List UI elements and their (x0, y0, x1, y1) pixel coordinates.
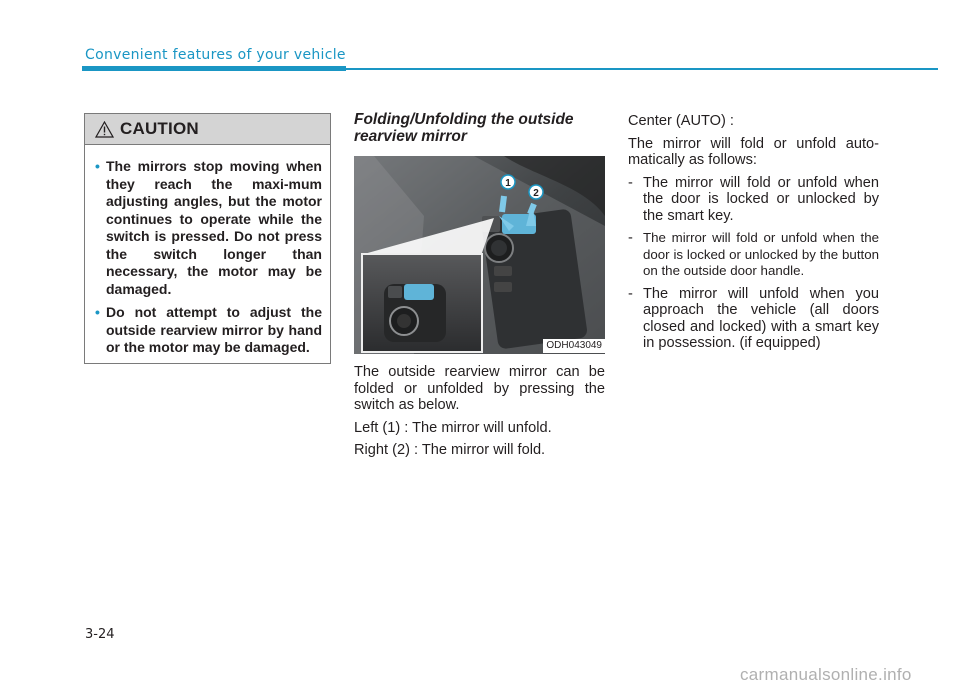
section-heading: Folding/Unfolding the outside rearview mirror (354, 111, 574, 145)
caution-item: • Do not attempt to adjust the outside rearview mirror by hand or the motor may be damaged. (95, 304, 322, 355)
auto-item: - The mirror will fold or unfold when the door is locked or unlocked by the button on the outside door handle. (628, 230, 879, 278)
mirror-switch-photo (354, 156, 605, 354)
caution-header (85, 114, 330, 145)
section-title: Convenient features of your vehicle (85, 47, 346, 63)
figure-code: ODH043049 (543, 339, 605, 353)
center-label: Center (AUTO) : (628, 113, 734, 129)
auto-item: - The mirror will fold or unfold when the door is locked or unlocked by the smart key. (628, 174, 879, 224)
page-number: 3-24 (85, 627, 115, 642)
center-intro: The mirror will fold or unfold auto-matically as follows: (628, 135, 879, 168)
caution-label: CAUTION (120, 119, 199, 138)
left-switch-text: Left (1) : The mirror will unfold. (354, 419, 552, 436)
header-rule (346, 68, 938, 70)
callout-2: 2 (533, 188, 539, 199)
caution-box (84, 113, 331, 364)
caution-list (85, 145, 330, 357)
watermark: carmanualsonline.info (740, 665, 912, 684)
mid-column-text (354, 364, 605, 465)
intro-paragraph: The outside rearview mirror can be folded or unfolded by pressing the switch as below. (354, 364, 605, 413)
warning-triangle-icon (95, 121, 114, 138)
header-rule-accent (82, 66, 346, 71)
caution-item: • The mirrors stop moving when they reach the maxi-mum adjusting angles, but the motor continues to operate while the switch is pressed. Do not press the switch longer than necessary, the motor may be damaged. (95, 158, 322, 297)
auto-item: - The mirror will unfold when you approach the vehicle (all doors closed and locked) with a smart key in possession. (if equipped) (628, 285, 879, 351)
right-column-text (628, 113, 879, 358)
right-switch-text: Right (2) : The mirror will fold. (354, 442, 546, 458)
callout-1: 1 (505, 178, 511, 189)
